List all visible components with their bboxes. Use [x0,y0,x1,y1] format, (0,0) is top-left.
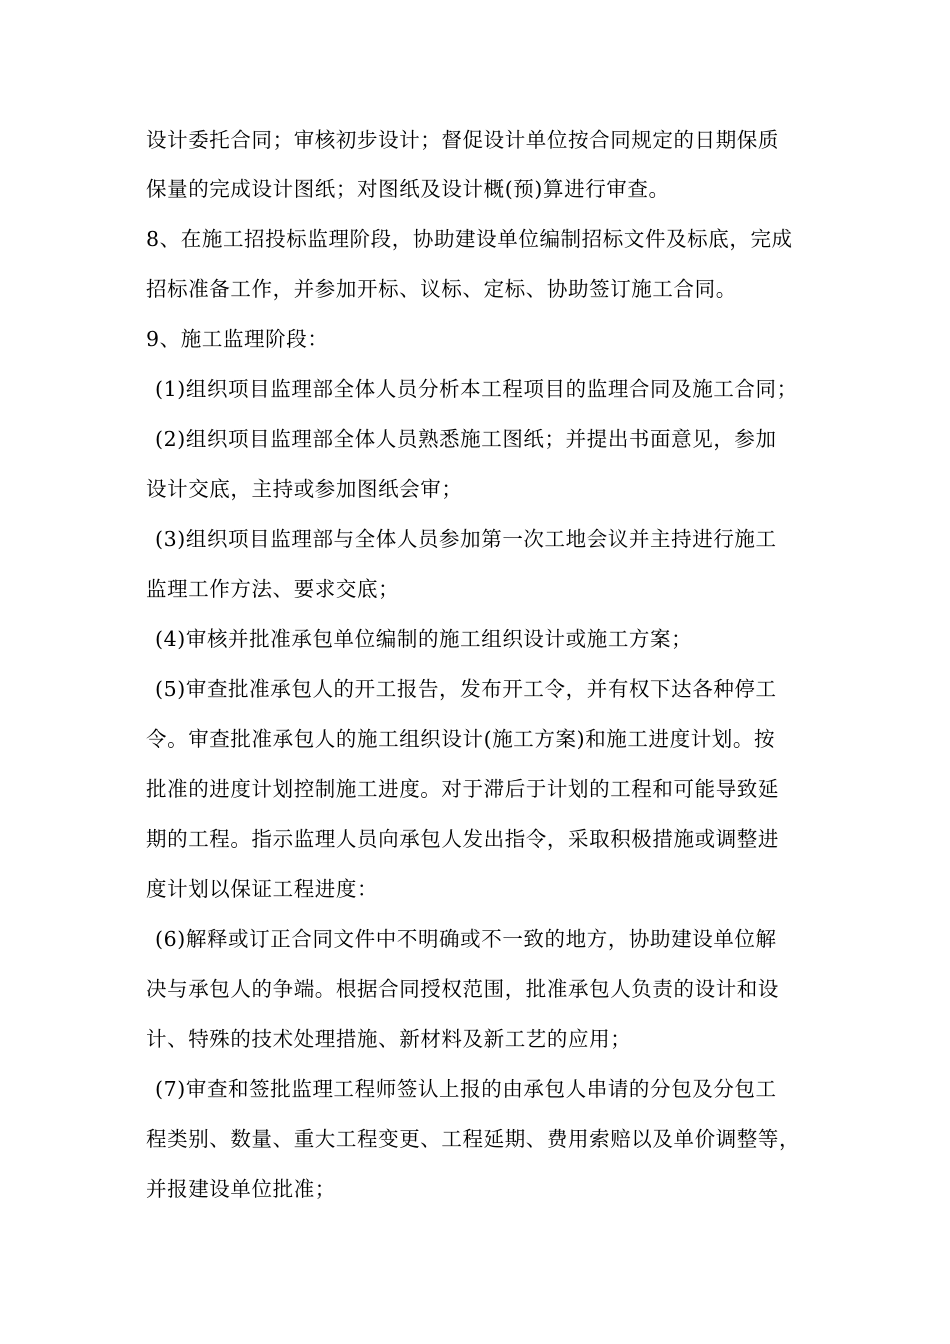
text-line: 招标准备工作，并参加开标、议标、定标、协助签订施工合同。 [146,277,737,301]
text-line: 度计划以保证工程进度： [146,877,379,901]
text-line: (5)审查批准承包人的开工报告，发布开工令，并有权下达各种停工 [155,677,777,701]
text-line: 并报建设单位批准； [146,1177,336,1201]
text-line: 设计委托合同；审核初步设计；督促设计单位按合同规定的日期保质 [146,128,779,152]
text-line: 令。审查批准承包人的施工组织设计(施工方案)和施工进度计划。按 [146,727,776,751]
text-line: 程类别、数量、重大工程变更、工程延期、费用索赔以及单价调整等， [146,1127,801,1151]
text-line: 设计交底，主持或参加图纸会审； [146,477,463,501]
text-line: 监理工作方法、要求交底； [146,577,400,601]
text-line: 9、施工监理阶段： [146,327,329,351]
text-line: (3)组织项目监理部与全体人员参加第一次工地会议并主持进行施工 [155,527,777,551]
text-line: (4)审核并批准承包单位编制的施工组织设计或施工方案； [155,627,693,651]
text-line: (1)组织项目监理部全体人员分析本工程项目的监理合同及施工合同； [155,377,798,401]
text-line: 保量的完成设计图纸；对图纸及设计概(预)算进行审查。 [146,177,670,201]
text-line: (7)审查和签批监理工程师签认上报的由承包人串请的分包及分包工 [155,1077,777,1101]
text-line: (2)组织项目监理部全体人员熟悉施工图纸；并提出书面意见，参加 [155,427,777,451]
text-line: 计、特殊的技术处理措施、新材料及新工艺的应用； [146,1027,632,1051]
text-line: 决与承包人的争端。根据合同授权范围，批准承包人负责的设计和设 [146,977,779,1001]
text-line: 8、在施工招投标监理阶段，协助建设单位编制招标文件及标底，完成 [146,227,793,251]
text-line: 批准的进度计划控制施工进度。对于滞后于计划的工程和可能导致延 [146,777,779,801]
text-line: (6)解释或订正合同文件中不明确或不一致的地方，协助建设单位解 [155,927,777,951]
text-line: 期的工程。指示监理人员向承包人发出指令，采取积极措施或调整进 [146,827,779,851]
